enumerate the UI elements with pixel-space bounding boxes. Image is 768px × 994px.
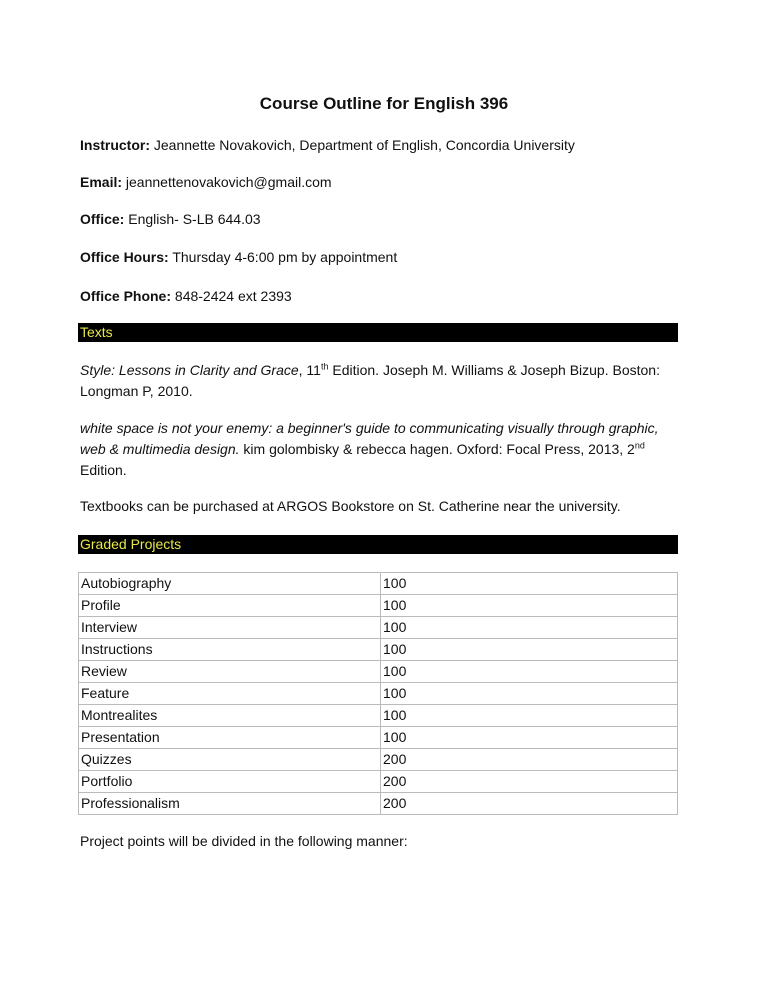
book-title: Style: Lessons in Clarity and Grace [80, 362, 299, 378]
book-title: white space is not your enemy: a beginner's guide to communicating visually through graphic, web & multimedia design. [80, 420, 659, 457]
project-name: Autobiography [79, 573, 381, 595]
project-points: 100 [381, 661, 678, 683]
project-name: Feature [79, 683, 381, 705]
text: nd [634, 440, 645, 451]
text: Edition. Joseph M. Williams & Joseph Bizup. Boston: Longman P, 2010. [80, 362, 660, 399]
table-row [79, 683, 678, 705]
project-points: 100 [381, 617, 678, 639]
project-name: Montrealites [79, 705, 381, 727]
text: kim golombisky & rebecca hagen. Oxford: Focal Press, 2013, 2 [239, 441, 635, 457]
table-row [79, 771, 678, 793]
table-row [79, 573, 678, 595]
project-points: 100 [381, 595, 678, 617]
project-points: 200 [381, 749, 678, 771]
project-name: Interview [79, 617, 381, 639]
field-label: Email: [80, 174, 123, 190]
project-name: Profile [79, 595, 381, 617]
project-points: 100 [381, 705, 678, 727]
field-value: English- S-LB 644.03 [128, 211, 261, 227]
points-note: Project points will be divided in the following manner: [80, 833, 408, 849]
field-value: Thursday 4-6:00 pm by appointment [172, 249, 398, 265]
project-points: 200 [381, 771, 678, 793]
project-points: 200 [381, 793, 678, 815]
field-label: Office Hours: [80, 249, 169, 265]
graded-projects-heading: Graded Projects [78, 535, 678, 554]
project-name: Instructions [79, 639, 381, 661]
field-label: Instructor: [80, 137, 150, 153]
text: Edition. [80, 462, 127, 478]
office-hours-line [80, 249, 397, 265]
graded-projects-table [78, 572, 678, 815]
project-points: 100 [381, 727, 678, 749]
project-name: Quizzes [79, 749, 381, 771]
office-line [80, 211, 261, 227]
table-row [79, 749, 678, 771]
project-name: Professionalism [79, 793, 381, 815]
table-row [79, 705, 678, 727]
office-phone-line [80, 288, 292, 304]
table-row [79, 727, 678, 749]
table-row [79, 639, 678, 661]
table-row [79, 793, 678, 815]
table-row [79, 661, 678, 683]
book-1-citation [80, 360, 680, 402]
email-line [80, 174, 332, 190]
field-label: Office Phone: [80, 288, 172, 304]
purchase-note: Textbooks can be purchased at ARGOS Bookstore on St. Catherine near the university. [80, 498, 621, 514]
project-name: Portfolio [79, 771, 381, 793]
texts-section-heading: Texts [78, 323, 678, 342]
project-points: 100 [381, 683, 678, 705]
project-points: 100 [381, 573, 678, 595]
page-title: Course Outline for English 396 [259, 94, 509, 113]
table-row [79, 595, 678, 617]
book-2-citation [80, 418, 680, 481]
project-name: Review [79, 661, 381, 683]
text: th [320, 361, 329, 372]
text: , 11 [298, 362, 321, 378]
project-points: 100 [381, 639, 678, 661]
field-label: Office: [80, 211, 125, 227]
field-value: Jeannette Novakovich, Department of English, Concordia University [153, 137, 575, 153]
instructor-line [80, 137, 575, 153]
table-row [79, 617, 678, 639]
field-value: 848-2424 ext 2393 [174, 288, 292, 304]
project-name: Presentation [79, 727, 381, 749]
email-link[interactable]: jeannettenovakovich@gmail.com [125, 174, 332, 190]
